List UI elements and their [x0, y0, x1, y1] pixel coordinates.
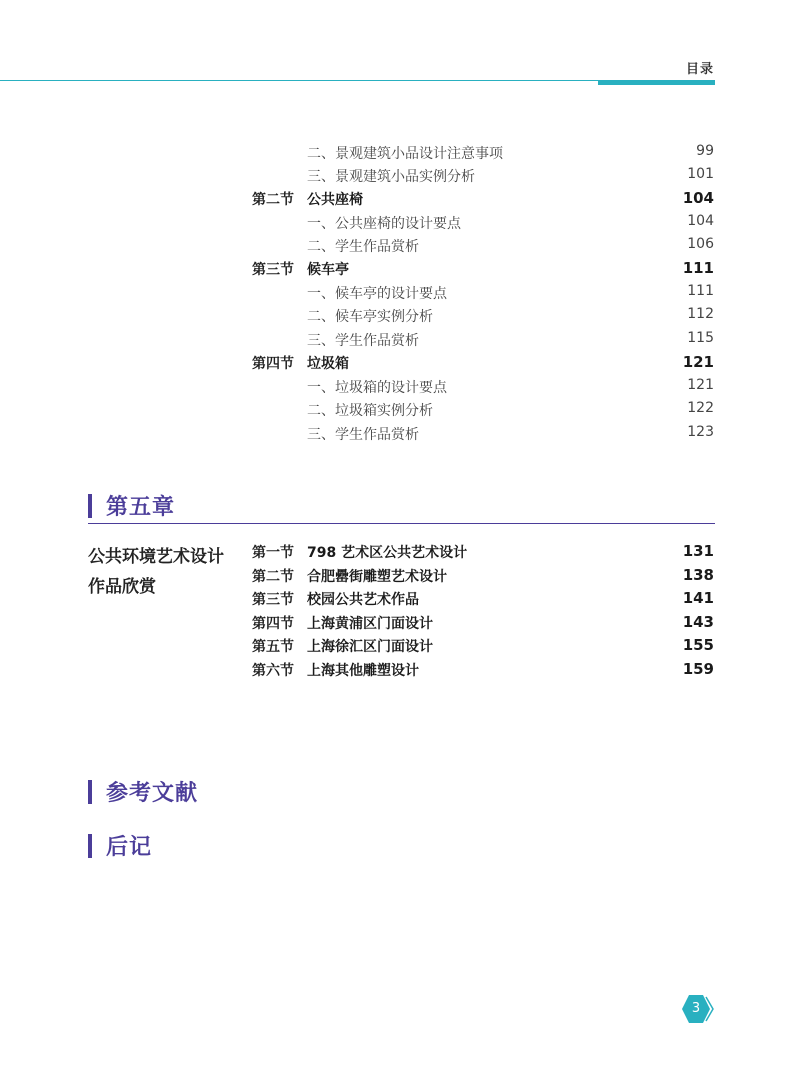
toc-section-row[interactable] [0, 660, 800, 682]
toc-entry-title: 二、景观建筑小品设计注意事项 [307, 146, 503, 162]
chapter-heading[interactable] [88, 490, 175, 521]
toc-section-title: 校园公共艺术作品 [307, 592, 419, 608]
toc-entry-title: 二、垃圾箱实例分析 [307, 403, 433, 419]
toc-section-page: 138 [682, 566, 714, 584]
references-heading[interactable] [88, 776, 198, 807]
afterword-label: 后记 [106, 835, 153, 860]
toc-section-page: 141 [682, 589, 714, 607]
toc-section-title: 上海徐汇区门面设计 [307, 639, 433, 655]
references-label: 参考文献 [106, 781, 199, 806]
toc-section-number: 第一节 [252, 545, 294, 561]
afterword-heading[interactable] [88, 830, 152, 861]
toc-section-title: 上海其他雕塑设计 [307, 663, 419, 679]
chapter-title-line1: 公共环境艺术设计 [88, 547, 224, 567]
toc-entry-page: 106 [687, 236, 714, 252]
toc-section-number: 第三节 [252, 262, 294, 278]
toc-row[interactable] [0, 377, 800, 399]
toc-section-number: 第二节 [252, 192, 294, 208]
toc-entry-title: 三、学生作品赏析 [307, 333, 419, 349]
toc-entry-page: 112 [687, 306, 714, 322]
toc-section-row[interactable] [0, 566, 800, 588]
toc-entry-title: 三、学生作品赏析 [307, 427, 419, 443]
toc-row[interactable] [0, 330, 800, 352]
chapter-marker-bar [88, 780, 92, 804]
toc-entry-page: 101 [687, 166, 714, 182]
header-accent-bar [598, 80, 715, 85]
toc-row[interactable] [0, 400, 800, 422]
toc-section-number: 第四节 [252, 616, 294, 632]
toc-section-page: 104 [682, 189, 714, 207]
toc-entry-page: 104 [687, 213, 714, 229]
toc-section-title: 垃圾箱 [307, 356, 349, 372]
toc-row[interactable] [0, 283, 800, 305]
toc-section-title: 上海黄浦区门面设计 [307, 616, 433, 632]
toc-section-page: 131 [682, 542, 714, 560]
toc-section-page: 121 [682, 353, 714, 371]
toc-row[interactable] [0, 424, 800, 446]
toc-section-page: 155 [682, 636, 714, 654]
toc-section-row[interactable] [0, 613, 800, 635]
toc-entry-title: 一、垃圾箱的设计要点 [307, 380, 447, 396]
toc-section-page: 159 [682, 660, 714, 678]
toc-entry-page: 121 [687, 377, 714, 393]
page-number-badge [681, 994, 711, 1024]
toc-section-row[interactable] [0, 589, 800, 611]
chapter-label: 第五章 [106, 495, 176, 520]
toc-entry-title: 二、学生作品赏析 [307, 239, 419, 255]
toc-section-title: 798 艺术区公共艺术设计 [307, 545, 468, 561]
toc-row[interactable] [0, 306, 800, 328]
toc-row[interactable] [0, 236, 800, 258]
toc-entry-page: 115 [687, 330, 714, 346]
toc-section-title: 合肥罍街雕塑艺术设计 [307, 569, 447, 585]
toc-section-number: 第四节 [252, 356, 294, 372]
toc-entry-page: 99 [696, 143, 714, 159]
page-number: 3 [691, 1001, 701, 1016]
toc-entry-title: 三、景观建筑小品实例分析 [307, 169, 475, 185]
toc-entry-title: 一、候车亭的设计要点 [307, 286, 447, 302]
toc-section-row[interactable] [0, 636, 800, 658]
toc-entry-title: 一、公共座椅的设计要点 [307, 216, 461, 232]
toc-section-number: 第五节 [252, 639, 294, 655]
toc-section-row[interactable] [0, 542, 800, 564]
toc-section-title: 公共座椅 [307, 192, 363, 208]
toc-section-row[interactable] [0, 259, 800, 281]
chapter-divider [88, 523, 715, 524]
toc-entry-page: 123 [687, 424, 714, 440]
chapter-marker-bar [88, 834, 92, 858]
toc-section-number: 第六节 [252, 663, 294, 679]
toc-row[interactable] [0, 213, 800, 235]
toc-entry-page: 122 [687, 400, 714, 416]
header-title: 目录 [685, 62, 714, 77]
toc-section-row[interactable] [0, 353, 800, 375]
toc-section-number: 第二节 [252, 569, 294, 585]
toc-section-page: 143 [682, 613, 714, 631]
toc-entry-page: 111 [687, 283, 714, 299]
toc-row[interactable] [0, 166, 800, 188]
chapter-marker-bar [88, 494, 92, 518]
toc-section-page: 111 [682, 259, 714, 277]
toc-section-number: 第三节 [252, 592, 294, 608]
chapter-title-line2: 作品欣赏 [88, 577, 156, 597]
toc-section-row[interactable] [0, 189, 800, 211]
toc-entry-title: 二、候车亭实例分析 [307, 309, 433, 325]
toc-section-title: 候车亭 [307, 262, 349, 278]
toc-row[interactable] [0, 143, 800, 165]
